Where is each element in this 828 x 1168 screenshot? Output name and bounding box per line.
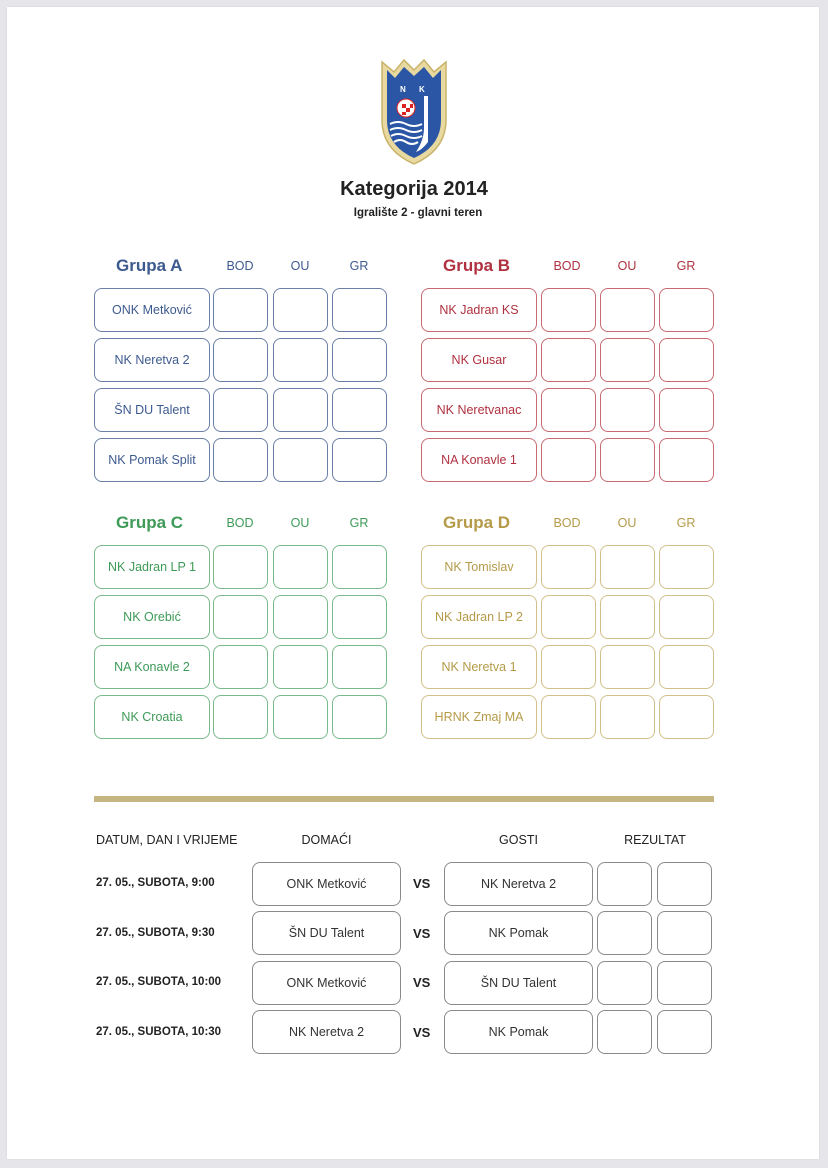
column-header-bod: BOD xyxy=(553,516,581,530)
team-name-box: NK Jadran KS xyxy=(421,288,537,332)
home-score-field[interactable] xyxy=(597,1010,652,1054)
group-title: Grupa B xyxy=(443,256,511,275)
column-header-ou: OU xyxy=(290,516,310,530)
gr-field[interactable] xyxy=(332,438,387,482)
header-result: REZULTAT xyxy=(624,833,686,847)
away-team-box: NK Pomak xyxy=(444,1010,593,1054)
bod-field[interactable] xyxy=(541,288,596,332)
gr-field[interactable] xyxy=(332,595,387,639)
ou-field[interactable] xyxy=(600,645,655,689)
home-team-box: ONK Metković xyxy=(252,961,401,1005)
bod-field[interactable] xyxy=(213,695,268,739)
home-team-box: NK Neretva 2 xyxy=(252,1010,401,1054)
team-name-box: NK Croatia xyxy=(94,695,210,739)
ou-field[interactable] xyxy=(273,288,328,332)
bod-field[interactable] xyxy=(213,288,268,332)
team-name-box: NA Konavle 1 xyxy=(421,438,537,482)
ou-field[interactable] xyxy=(273,388,328,432)
ou-field[interactable] xyxy=(273,438,328,482)
bod-field[interactable] xyxy=(541,338,596,382)
team-name-box: NA Konavle 2 xyxy=(94,645,210,689)
vs-label: VS xyxy=(413,926,431,941)
ou-field[interactable] xyxy=(273,338,328,382)
gr-field[interactable] xyxy=(659,645,714,689)
match-datetime: 27. 05., SUBOTA, 10:30 xyxy=(96,1026,222,1038)
match-datetime: 27. 05., SUBOTA, 9:00 xyxy=(96,877,215,889)
vs-label: VS xyxy=(413,876,431,891)
vs-label: VS xyxy=(413,975,431,990)
home-score-field[interactable] xyxy=(597,911,652,955)
column-header-gr: GR xyxy=(349,516,369,530)
column-header-ou: OU xyxy=(617,516,637,530)
bod-field[interactable] xyxy=(213,388,268,432)
ou-field[interactable] xyxy=(273,695,328,739)
team-name-box: NK Neretva 2 xyxy=(94,338,210,382)
bod-field[interactable] xyxy=(541,388,596,432)
column-header-ou: OU xyxy=(617,259,637,273)
away-score-field[interactable] xyxy=(657,1010,712,1054)
bod-field[interactable] xyxy=(213,338,268,382)
header-home: DOMAĆI xyxy=(301,833,352,847)
gr-field[interactable] xyxy=(332,288,387,332)
bod-field[interactable] xyxy=(213,438,268,482)
team-name-box: NK Jadran LP 1 xyxy=(94,545,210,589)
logo-letter-k: K xyxy=(419,85,425,94)
team-name-box: HRNK Zmaj MA xyxy=(421,695,537,739)
gr-field[interactable] xyxy=(659,545,714,589)
bod-field[interactable] xyxy=(541,438,596,482)
away-score-field[interactable] xyxy=(657,961,712,1005)
gr-field[interactable] xyxy=(332,645,387,689)
team-name-box: NK Orebić xyxy=(94,595,210,639)
away-team-box: NK Neretva 2 xyxy=(444,862,593,906)
logo-letter-n: N xyxy=(400,85,406,94)
team-name-box: NK Jadran LP 2 xyxy=(421,595,537,639)
away-score-field[interactable] xyxy=(657,911,712,955)
ou-field[interactable] xyxy=(273,645,328,689)
bod-field[interactable] xyxy=(213,645,268,689)
vs-label: VS xyxy=(413,1025,431,1040)
team-name-box: ONK Metković xyxy=(94,288,210,332)
column-header-bod: BOD xyxy=(553,259,581,273)
bod-field[interactable] xyxy=(213,545,268,589)
away-team-box: NK Pomak xyxy=(444,911,593,955)
gr-field[interactable] xyxy=(659,388,714,432)
ou-field[interactable] xyxy=(600,695,655,739)
ou-field[interactable] xyxy=(600,438,655,482)
team-name-box: NK Pomak Split xyxy=(94,438,210,482)
team-name-box: ŠN DU Talent xyxy=(94,388,210,432)
match-datetime: 27. 05., SUBOTA, 10:00 xyxy=(96,976,222,988)
page-title: Kategorija 2014 xyxy=(340,178,488,200)
column-header-gr: GR xyxy=(676,516,696,530)
header-away: GOSTI xyxy=(499,833,538,847)
gr-field[interactable] xyxy=(659,695,714,739)
ou-field[interactable] xyxy=(600,595,655,639)
home-score-field[interactable] xyxy=(597,862,652,906)
gr-field[interactable] xyxy=(659,338,714,382)
bod-field[interactable] xyxy=(213,595,268,639)
home-team-box: ŠN DU Talent xyxy=(252,911,401,955)
ou-field[interactable] xyxy=(600,545,655,589)
gr-field[interactable] xyxy=(659,288,714,332)
ou-field[interactable] xyxy=(600,288,655,332)
page-subtitle: Igralište 2 - glavni teren xyxy=(353,207,483,219)
ou-field[interactable] xyxy=(600,388,655,432)
group-title: Grupa D xyxy=(443,513,511,532)
bod-field[interactable] xyxy=(541,545,596,589)
home-score-field[interactable] xyxy=(597,961,652,1005)
gr-field[interactable] xyxy=(332,338,387,382)
club-crest-logo xyxy=(378,58,450,166)
ou-field[interactable] xyxy=(600,338,655,382)
ou-field[interactable] xyxy=(273,595,328,639)
gr-field[interactable] xyxy=(659,438,714,482)
bod-field[interactable] xyxy=(541,645,596,689)
section-divider xyxy=(94,796,714,802)
gr-field[interactable] xyxy=(659,595,714,639)
ou-field[interactable] xyxy=(273,545,328,589)
away-score-field[interactable] xyxy=(657,862,712,906)
header-date: DATUM, DAN I VRIJEME xyxy=(96,833,238,847)
bod-field[interactable] xyxy=(541,595,596,639)
column-header-gr: GR xyxy=(676,259,696,273)
match-datetime: 27. 05., SUBOTA, 9:30 xyxy=(96,927,215,939)
column-header-bod: BOD xyxy=(226,516,254,530)
group-title: Grupa C xyxy=(116,513,184,532)
gr-field[interactable] xyxy=(332,545,387,589)
team-name-box: NK Neretva 1 xyxy=(421,645,537,689)
group-title: Grupa A xyxy=(116,256,183,275)
column-header-bod: BOD xyxy=(226,259,254,273)
gr-field[interactable] xyxy=(332,695,387,739)
column-header-ou: OU xyxy=(290,259,310,273)
team-name-box: NK Tomislav xyxy=(421,545,537,589)
column-header-gr: GR xyxy=(349,259,369,273)
gr-field[interactable] xyxy=(332,388,387,432)
team-name-box: NK Neretvanac xyxy=(421,388,537,432)
home-team-box: ONK Metković xyxy=(252,862,401,906)
away-team-box: ŠN DU Talent xyxy=(444,961,593,1005)
team-name-box: NK Gusar xyxy=(421,338,537,382)
bod-field[interactable] xyxy=(541,695,596,739)
